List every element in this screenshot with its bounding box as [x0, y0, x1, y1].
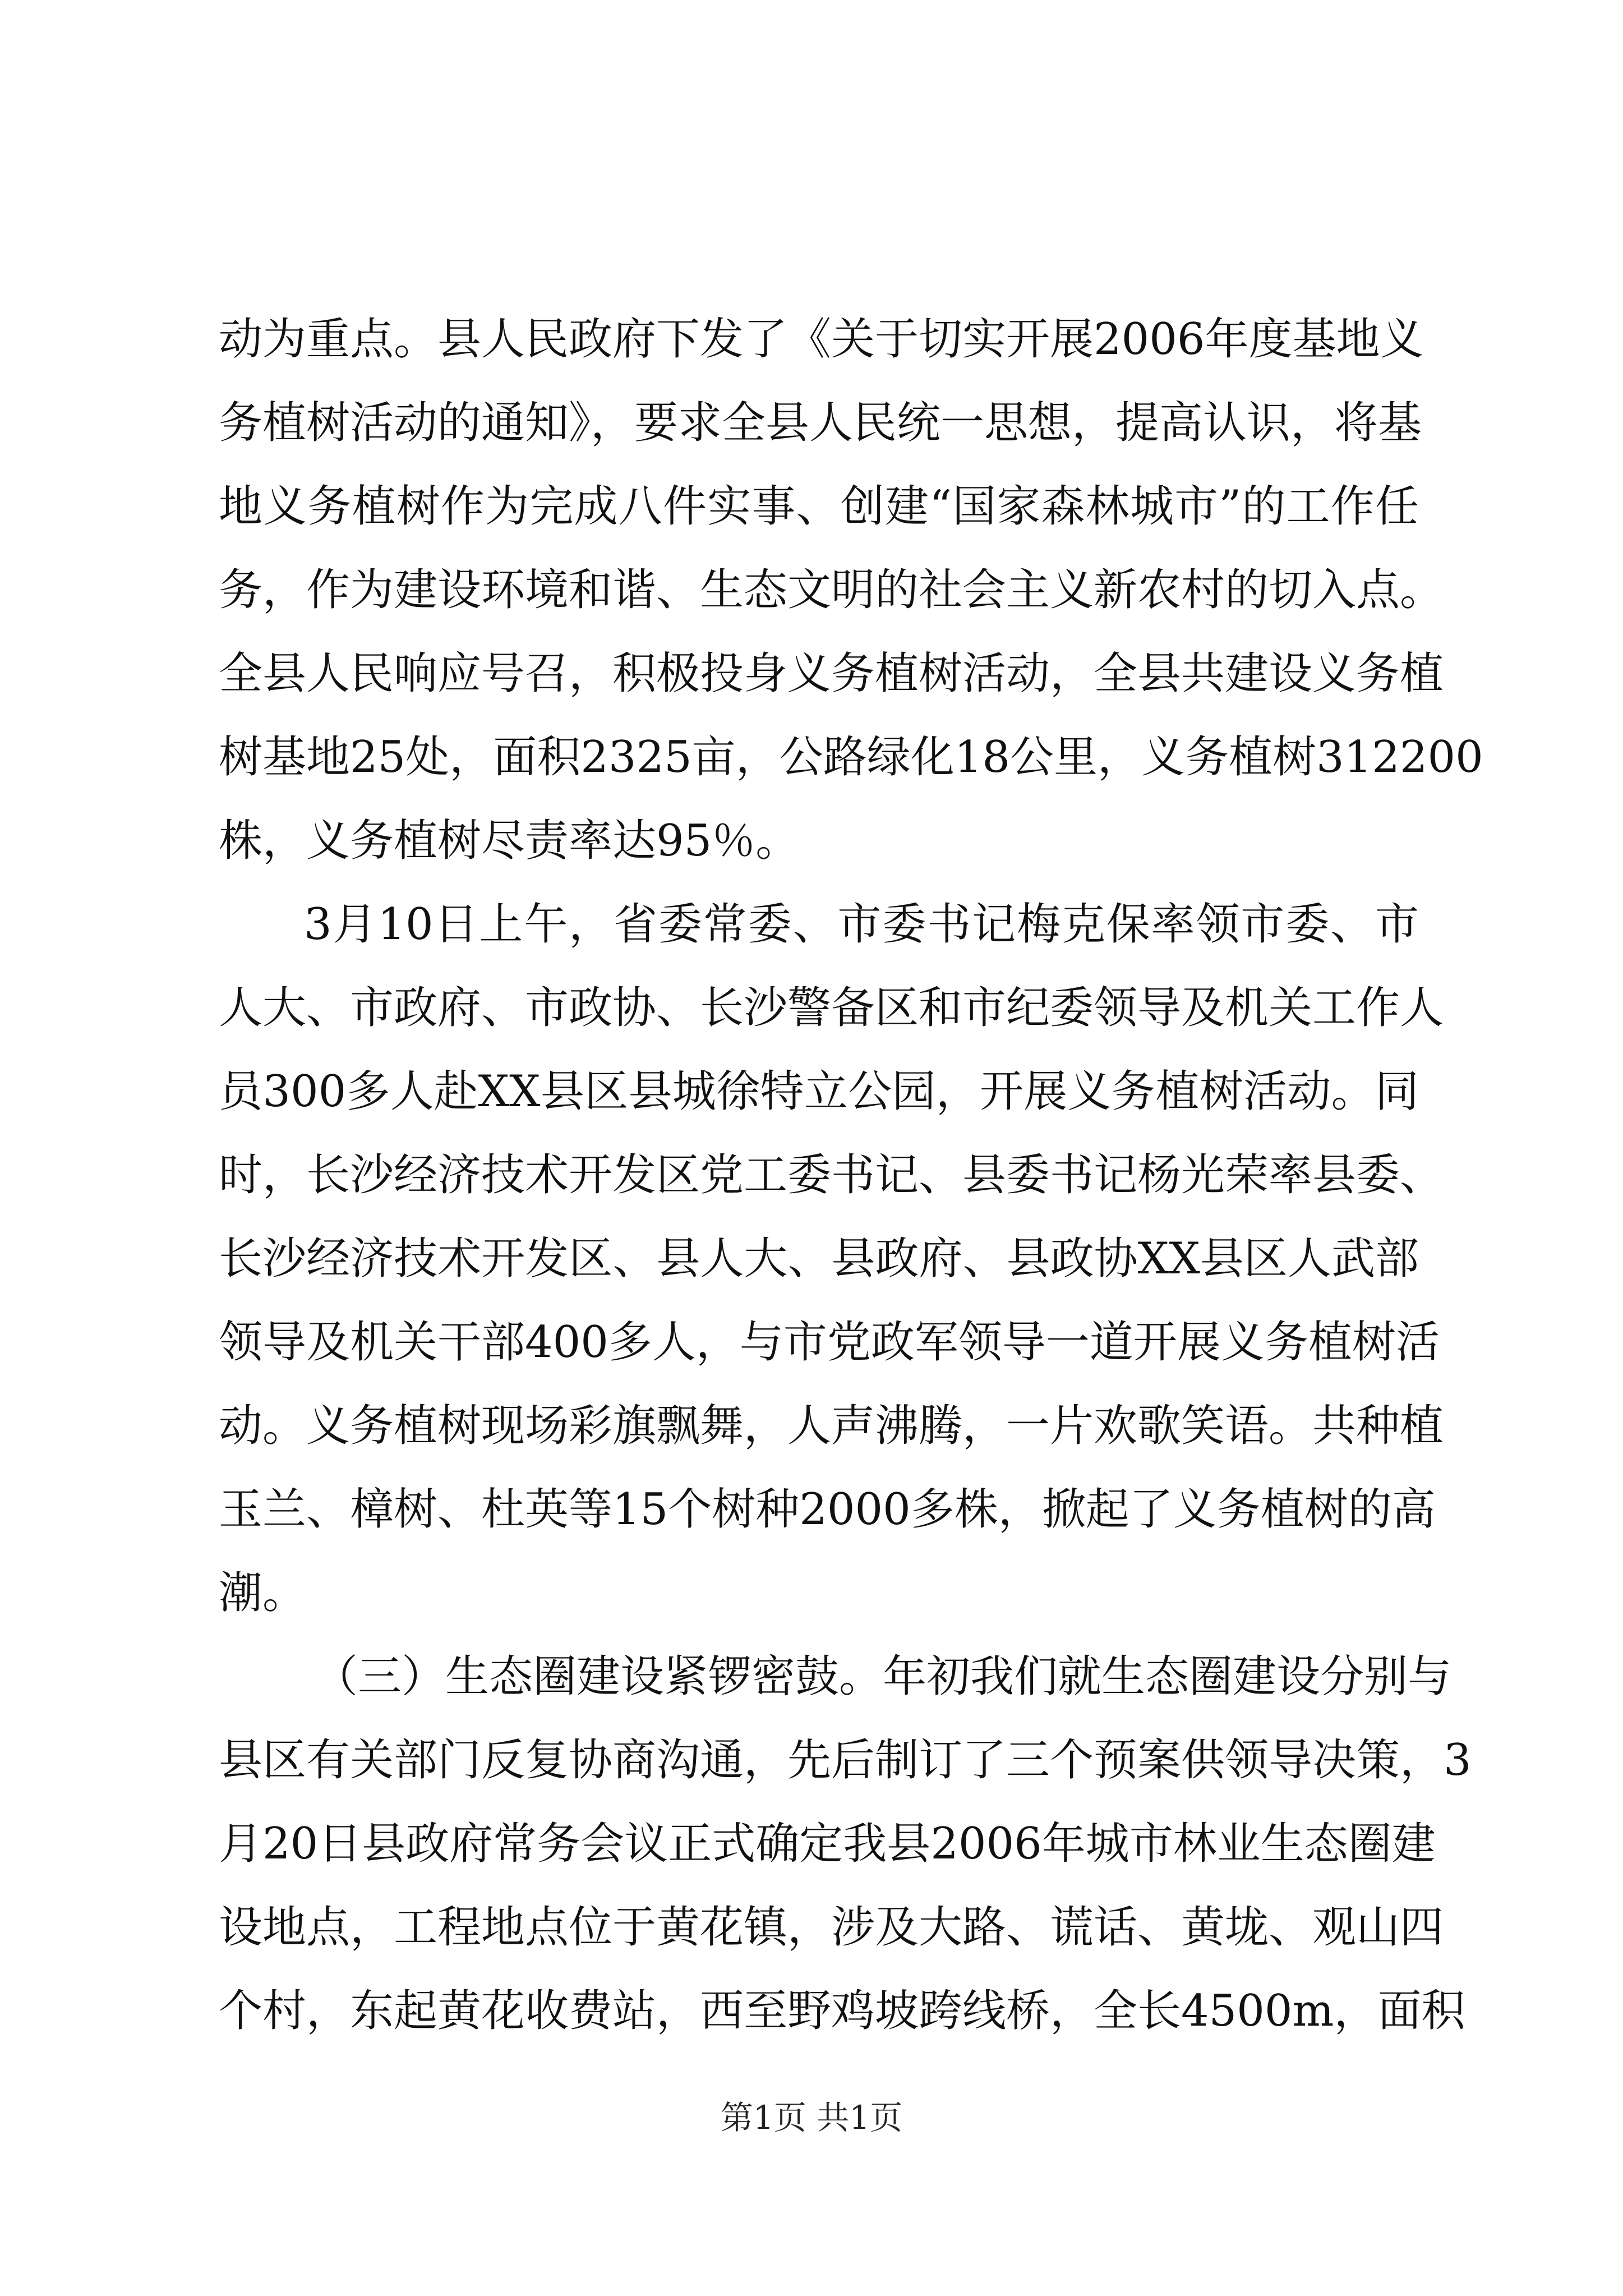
text-line: 县区有关部门反复协商沟通，先后制订了三个预案供领导决策，3 [219, 1735, 1472, 1786]
text-line: 长沙经济技术开发区、县人大、县政府、县政协XX县区人武部 [219, 1234, 1419, 1284]
text-line: 设地点，工程地点位于黄花镇，涉及大路、谎话、黄垅、观山四 [219, 1902, 1444, 1953]
text-line: 务植树活动的通知》，要求全县人民统一思想，提高认识，将基 [219, 398, 1422, 448]
text-line: 时，长沙经济技术开发区党工委书记、县委书记杨光荣率县委、 [219, 1150, 1444, 1200]
text-line: 个村，东起黄花收费站，西至野鸡坡跨线桥，全长4500m，面积 [219, 1986, 1465, 2036]
page-footer: 第1页 共1页 [720, 2099, 903, 2137]
text-line: 株，义务植树尽责率达95％。 [219, 816, 800, 866]
text-line: 员300多人赴XX县区县城徐特立公园，开展义务植树活动。同 [219, 1066, 1419, 1117]
text-line: 月20日县政府常务会议正式确定我县2006年城市林业生态圈建 [219, 1819, 1436, 1869]
paragraph-first-line: 3月10日上午，省委常委、市委书记梅克保率领市委、市 [304, 899, 1419, 950]
text-line: 动。义务植树现场彩旗飘舞，人声沸腾，一片欢歌笑语。共种植 [219, 1401, 1444, 1451]
text-line: 玉兰、樟树、杜英等15个树种2000多株，掀起了义务植树的高 [219, 1484, 1436, 1535]
text-line: 潮。 [219, 1568, 307, 1618]
text-line: 领导及机关干部400多人，与市党政军领导一道开展义务植树活 [219, 1317, 1440, 1368]
text-line: 全县人民响应号召，积极投身义务植树活动，全县共建设义务植 [219, 648, 1444, 699]
section-heading-line: （三）生态圈建设紧锣密鼓。年初我们就生态圈建设分别与 [314, 1651, 1452, 1702]
text-line: 树基地25处，面积2325亩，公路绿化18公里，义务植树312200 [219, 732, 1483, 783]
text-line: 务，作为建设环境和谐、生态文明的社会主义新农村的切入点。 [219, 565, 1444, 615]
text-line: 动为重点。县人民政府下发了《关于切实开展2006年度基地义 [219, 314, 1424, 365]
text-line: 人大、市政府、市政协、长沙警备区和市纪委领导及机关工作人 [219, 983, 1444, 1033]
text-line: 地义务植树作为完成八件实事、创建“国家森林城市”的工作任 [219, 481, 1419, 532]
